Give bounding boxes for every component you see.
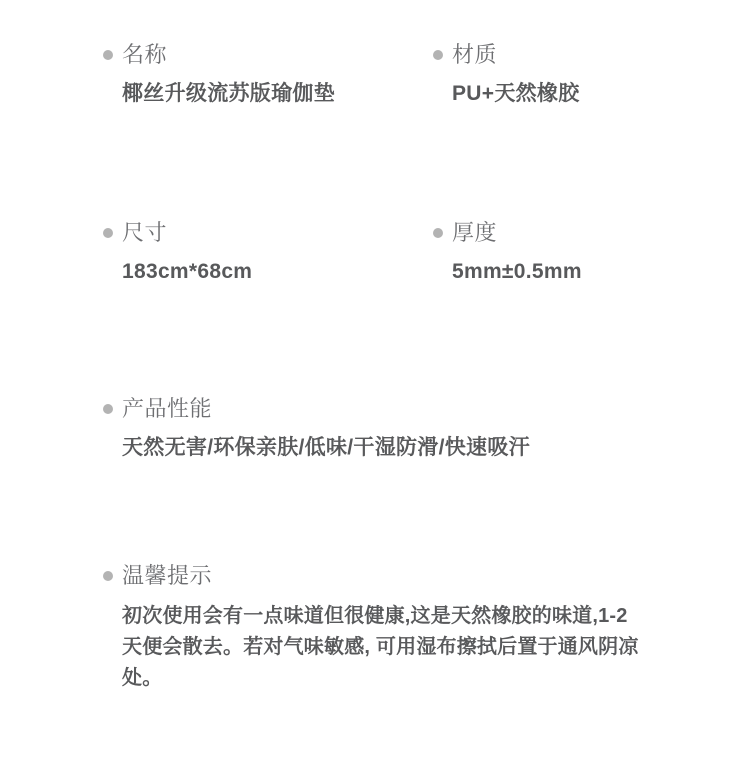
spec-label-row-tips (103, 565, 642, 587)
spec-label-row-name (103, 44, 335, 66)
bullet-icon (433, 228, 443, 238)
spec-label-row-size (103, 222, 252, 244)
spec-value-thickness: 5mm±0.5mm (452, 260, 582, 283)
spec-item-size (103, 222, 252, 286)
spec-value-material: PU+天然橡胶 (452, 82, 580, 105)
spec-value-tips: 初次使用会有一点味道但很健康,这是天然橡胶的味道,1-2天便会散去。若对气味敏感, 可用湿布擦拭后置于通风阴凉处。 (122, 605, 639, 689)
spec-value-name: 椰丝升级流苏版瑜伽垫 (122, 82, 335, 105)
spec-item-material (433, 44, 580, 108)
spec-label-row-thickness (433, 222, 582, 244)
spec-label-tips: 温馨提示 (122, 563, 213, 588)
spec-label-size: 尺寸 (122, 220, 168, 245)
spec-label-name: 名称 (122, 42, 168, 67)
spec-item-thickness (433, 222, 582, 286)
spec-item-performance (103, 398, 652, 462)
spec-item-name (103, 44, 335, 108)
spec-item-tips (103, 565, 642, 694)
spec-label-row-performance (103, 398, 652, 420)
bullet-icon (103, 571, 113, 581)
spec-label-performance: 产品性能 (122, 396, 213, 421)
bullet-icon (103, 228, 113, 238)
spec-value-performance: 天然无害/环保亲肤/低味/干湿防滑/快速吸汗 (122, 436, 530, 459)
bullet-icon (433, 50, 443, 60)
spec-label-material: 材质 (452, 42, 498, 67)
bullet-icon (103, 404, 113, 414)
spec-label-row-material (433, 44, 580, 66)
bullet-icon (103, 50, 113, 60)
spec-value-size: 183cm*68cm (122, 260, 253, 283)
spec-label-thickness: 厚度 (452, 220, 498, 245)
